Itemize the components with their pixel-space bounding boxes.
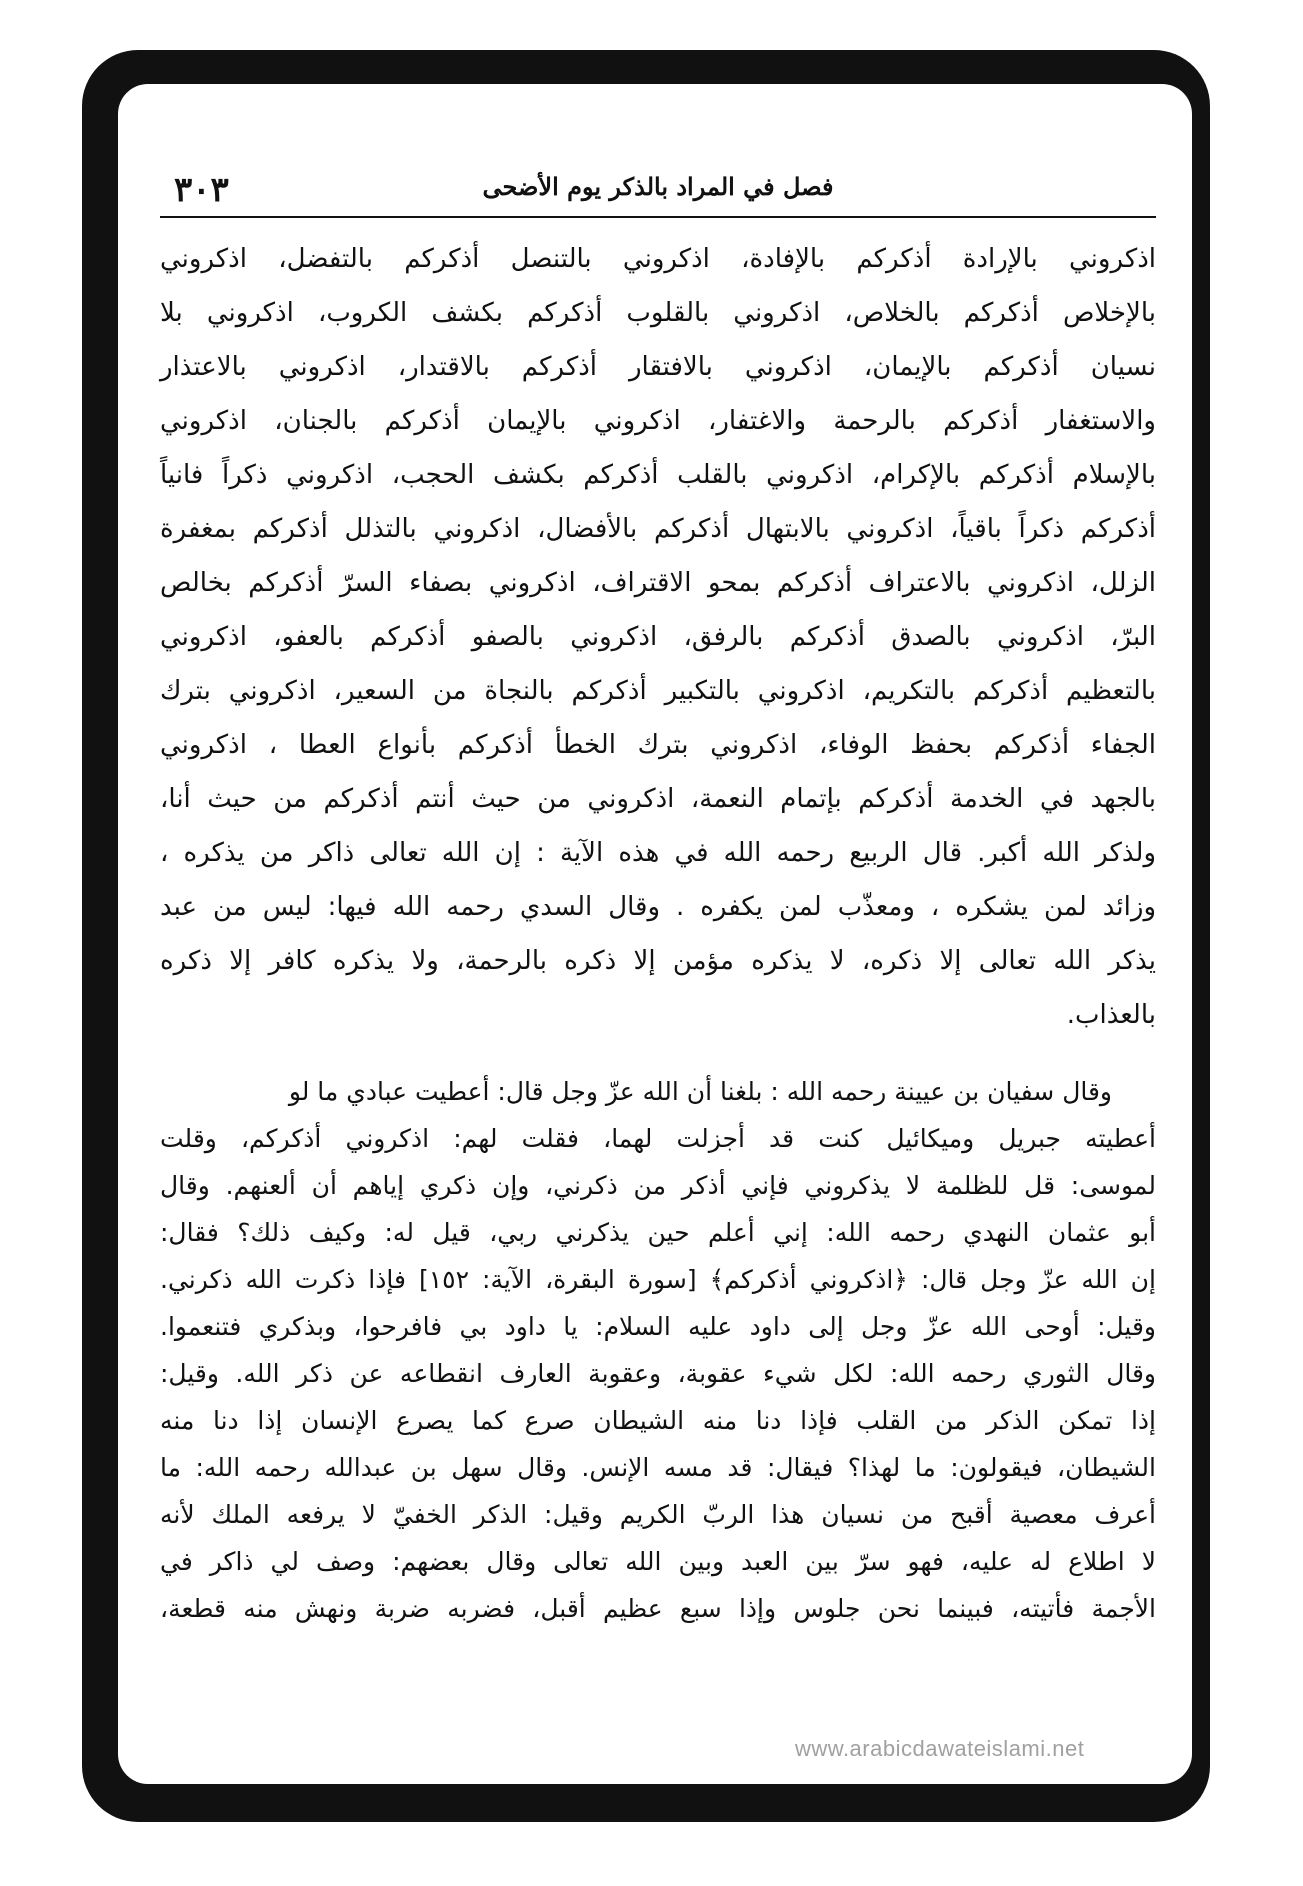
text-line: البرّ، اذكروني بالصدق أذكركم بالرفق، اذكروني بالصفو أذكركم بالعفو، اذكروني [160,622,1156,652]
text-line: أبو عثمان النهدي رحمه الله: إني أعلم حين يذكرني ربي، قيل له: وكيف ذلك؟ فقال: [160,1218,1156,1247]
paragraph-1 [160,232,1156,1042]
text-line: الأجمة فأتيته، فبينما نحن جلوس وإذا سبع عظيم أقبل، فضربه ضربة ونهش منه قطعة، [160,1594,1156,1623]
text-line: لا اطلاع له عليه، فهو سرّ بين العبد وبين الله تعالى وقال بعضهم: وصف لي ذاكر في [160,1547,1156,1576]
page-number: ٣٠٣ [174,170,229,210]
text-line: أعطيته جبريل وميكائيل كنت قد أجزلت لهما، فقلت لهم: اذكروني أذكركم، وقلت [160,1124,1156,1153]
text-line: وقيل: أوحى الله عزّ وجل إلى داود عليه السلام: يا داود بي فافرحوا، وبذكري فتنعموا. [160,1312,1156,1341]
text-line: لموسى: قل للظلمة لا يذكروني فإني أذكر من ذكرني، وإن ذكري إياهم أن ألعنهم. وقال [160,1171,1156,1200]
text-line: الزلل، اذكروني بالاعتراف أذكركم بمحو الاقتراف، اذكروني بصفاء السرّ أذكركم بخالص [160,568,1156,598]
watermark: www.arabicdawateislami.net [795,1736,1085,1761]
text-line: اذكروني بالإرادة أذكركم بالإفادة، اذكروني بالتنصل أذكركم بالتفضل، اذكروني [160,244,1156,274]
text-line: بالعذاب. [1066,1000,1156,1030]
text-line: وزائد لمن يشكره ، ومعذّب لمن يكفره . وقال السدي رحمه الله فيها: ليس من عبد [160,892,1156,922]
text-line: وقال سفيان بن عيينة رحمه الله : بلغنا أن الله عزّ وجل قال: أعطيت عبادي ما لو [288,1077,1112,1106]
text-line: والاستغفار أذكركم بالرحمة والاغتفار، اذكروني بالإيمان أذكركم بالجنان، اذكروني [160,406,1156,436]
text-line: بالتعظيم أذكركم بالتكريم، اذكروني بالتكبير أذكركم بالنجاة من السعير، اذكروني بترك [160,676,1156,706]
page-header [160,168,1156,218]
text-line: وقال الثوري رحمه الله: لكل شيء عقوبة، وعقوبة العارف انقطاعه عن ذكر الله. وقيل: [160,1359,1156,1388]
text-line: أعرف معصية أقبح من نسيان هذا الربّ الكريم وقيل: الذكر الخفيّ لا يرفعه الملك لأنه [160,1500,1156,1529]
text-line: بالجهد في الخدمة أذكركم بإتمام النعمة، اذكروني من حيث أنتم أذكركم من حيث أنا، [160,784,1156,814]
text-line: يذكر الله تعالى إلا ذكره، لا يذكره مؤمن إلا ذكره بالرحمة، ولا يذكره كافر إلا ذكره [160,946,1156,976]
text-line: إذا تمكن الذكر من القلب فإذا دنا منه الشيطان صرع كما يصرع الإنسان إذا دنا منه [160,1406,1156,1435]
text-line: بالإسلام أذكركم بالإكرام، اذكروني بالقلب أذكركم بكشف الحجب، اذكروني ذكراً فانياً [160,460,1156,490]
text-line: بالإخلاص أذكركم بالخلاص، اذكروني بالقلوب أذكركم بكشف الكروب، اذكروني بلا [160,298,1156,328]
text-line: نسيان أذكركم بالإيمان، اذكروني بالافتقار أذكركم بالاقتدار، اذكروني بالاعتذار [160,352,1156,382]
text-line: ولذكر الله أكبر. قال الربيع رحمه الله في هذه الآية : إن الله تعالى ذاكر من يذكره ، [160,838,1156,868]
paragraph-2 [160,1068,1156,1632]
text-line: أذكركم ذكراً باقياً، اذكروني بالابتهال أذكركم بالأفضال، اذكروني بالتذلل أذكركم بمغفرة [160,514,1156,544]
running-title: فصل في المراد بالذكر يوم الأضحى [482,172,834,201]
text-line: إن الله عزّ وجل قال: ﴿اذكروني أذكركم﴾ [سورة البقرة، الآية: ١٥٢] فإذا ذكرت الله ذكرني. [160,1265,1156,1294]
text-line: الجفاء أذكركم بحفظ الوفاء، اذكروني بترك الخطأ أذكركم بأنواع العطا ، اذكروني [160,730,1156,760]
text-line: الشيطان، فيقولون: ما لهذا؟ فيقال: قد مسه الإنس. وقال سهل بن عبدالله رحمه الله: ما [160,1453,1156,1482]
